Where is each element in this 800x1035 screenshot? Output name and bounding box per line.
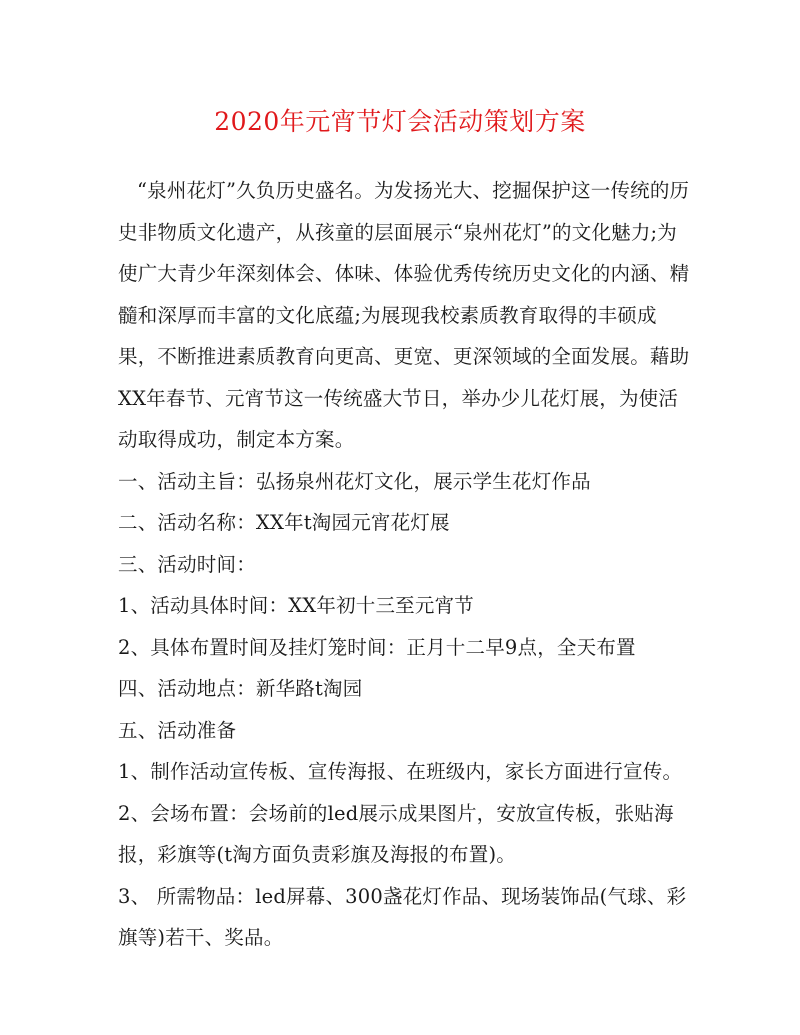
time-item-2: 2、具体布置时间及挂灯笼时间：正月十二早9点，全天布置 <box>118 635 636 659</box>
section-purpose: 一、活动主旨：弘扬泉州花灯文化，展示学生花灯作品 <box>118 469 591 493</box>
preparation-item-2: 2、会场布置：会场前的led展示成果图片，安放宣传板，张贴海报，彩旗等(t淘方面负责彩旗及海报的布置)。 <box>118 801 674 866</box>
section-time-heading: 三、活动时间： <box>118 552 256 576</box>
intro-paragraph: “泉州花灯”久负历史盛名。为发扬光大、挖掘保护这一传统的历史非物质文化遗产，从孩童的层面展示“泉州花灯”的文化魅力;为使广大青少年深刻体会、体味、体验优秀传统历史文化的内涵、精髓和深厚而丰富的文化底蕴;为展现我校素质教育取得的丰硕成果，不断推进素质教育向更高、更宽、更深领域的全面发展。藉助XX年春节、元宵节这一传统盛大节日，举办少儿花灯展，为使活动取得成功，制定本方案。 <box>118 179 690 451</box>
section-preparation-heading: 五、活动准备 <box>118 718 237 742</box>
section-name: 二、活动名称：XX年t淘园元宵花灯展 <box>118 511 450 534</box>
time-item-1: 1、活动具体时间：XX年初十三至元宵节 <box>118 594 474 617</box>
preparation-item-1: 1、制作活动宣传板、宣传海报、在班级内，家长方面进行宣传。 <box>118 760 683 783</box>
document-title: 2020年元宵节灯会活动策划方案 <box>214 107 586 136</box>
section-location: 四、活动地点：新华路t淘园 <box>118 677 363 700</box>
preparation-item-3: 3、 所需物品：led屏幕、300盏花灯作品、现场装饰品(气球、彩旗等)若干、奖品。 <box>118 884 687 949</box>
document-body <box>118 170 690 959</box>
